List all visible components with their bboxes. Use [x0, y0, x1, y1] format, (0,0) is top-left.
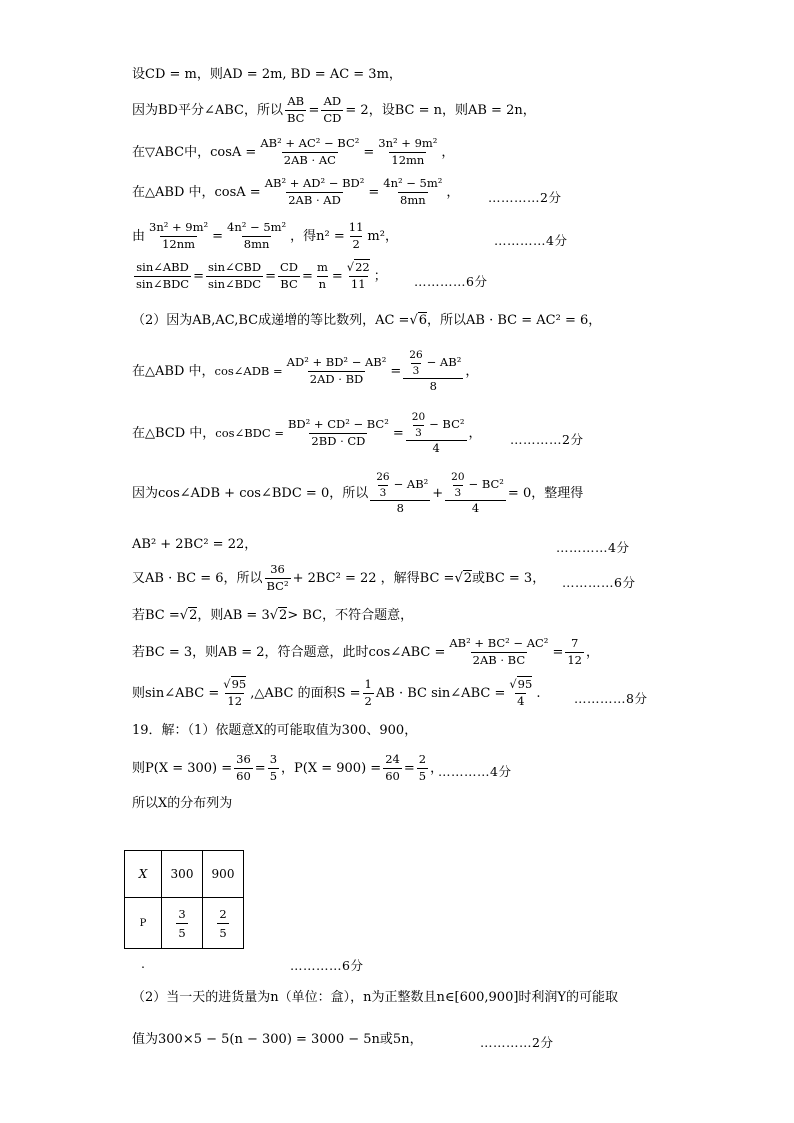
line-3: 在▽ABC中，cosA = $\frac{\text{AB² + AC² − BC²}}{2AB \cdot AC}$ = $\frac{\text{3n² + 9m²}}{12mn}$ ， [132, 136, 455, 167]
q19-score-4: …………4分 [438, 764, 512, 779]
q19-line-5: 值为300×5 − 5(n − 300) = 3000 − 5n或5n， [132, 1032, 423, 1047]
p2-score-6: …………6分 [562, 575, 636, 590]
table-row [125, 851, 244, 898]
stray-dot: . [141, 956, 146, 971]
q19-score-6: …………6分 [290, 958, 364, 973]
p2-line-5: AB² + 2BC² = 22， [132, 537, 258, 552]
line-6: sin∠ABD sin∠BDC = sin∠CBD sin∠BDC = $\frac{CD}{BC}$ = $\frac{m}{n}$ = $\frac{√22}{11}$ ； [136, 260, 387, 291]
p2-line-2: 在△ABD 中， cos∠ADB = $\frac{\text{AD² + BD² − AB²}}{2AD \cdot BD}$ = 26 3 − AB² 8 ， [132, 349, 479, 393]
table-cell-p300: $\frac{3}{5}$ [162, 898, 203, 949]
line-1: 设CD = m，则AD = 2m, BD = AC = 3m， [132, 67, 402, 82]
table-label-p: P [125, 898, 162, 949]
table-header-900: 900 [203, 851, 244, 898]
p2-line-4: 因为cos∠ADB + cos∠BDC = 0，所以 26 3 − AB² 8 + 20 3 − BC² 4 = 0，整理得 [132, 471, 584, 515]
score-4: …………4分 [494, 233, 568, 248]
score-6: …………6分 [414, 274, 488, 289]
p2-score-2: …………2分 [510, 432, 584, 447]
q19-line-2: 则P(X = 300) = $\frac{36}{60}$ = $\frac{3}{5}$ ，P(X = 900) = $\frac{24}{60}$ = $\frac{2}{5}$ ， [132, 752, 444, 783]
p2-line-3: 在△BCD 中， cos∠BDC = $\frac{\text{BD² + CD² − BC²}}{2BD \cdot CD}$ = 20 3 − BC² 4 ， [132, 411, 482, 455]
q19-line-4: （2）当一天的进货量为n（单位：盒），n为正整数且n∈[600,900]时利润Y的可能取 [132, 990, 618, 1005]
p2-line-8: 若BC = 3，则AB = 2，符合题意，此时cos∠ABC = $\frac{\text{AB² + BC² − AC²}}{2AB \cdot BC}$ = $\frac{7}{12}$ ， [132, 636, 599, 667]
p2-line-1: （2）因为AB,AC,BC成递增的等比数列，AC = √6 ，所以AB · BC = AC² = 6， [132, 313, 602, 328]
table-row [125, 898, 244, 949]
line-5: 由 $\frac{\text{3n² + 9m²}}{12nm}$ = $\frac{\text{4n² − 5m²}}{8mn}$ ，得n² = $\frac{11}{2}$ m²， [132, 220, 398, 251]
table-header-300: 300 [162, 851, 203, 898]
q19-line-1: 19．解：（1）依题意X的可能取值为300、900， [132, 723, 418, 738]
line-4: 在△ABD 中，cosA = $\frac{\text{AB² + AD² − BD²}}{2AB \cdot AD}$ = $\frac{\text{4n² − 5m²}}{8mn}$ ， [132, 176, 460, 207]
q19-line-3: 所以X的分布列为 [132, 796, 233, 811]
table-cell-p900: $\frac{2}{5}$ [203, 898, 244, 949]
p2-line-7: 若BC = √2 ，则AB = 3 √2 > BC，不符合题意， [132, 608, 414, 623]
p2-score-8: …………8分 [574, 691, 648, 706]
q19-score-2: …………2分 [480, 1035, 554, 1050]
score-2: …………2分 [488, 190, 562, 205]
line-2: 因为BD平分∠ABC，所以 $\frac{AB}{BC}$ = $\frac{AD}{CD}$ = 2，设BC = n，则AB = 2n， [132, 94, 536, 125]
p2-line-9: 则sin∠ABC = $\frac{√95}{12}$ ,△ABC 的面积S = $\frac{1}{2}$ AB · BC sin∠ABC = $\frac{√95}{4}$ . [132, 677, 541, 708]
p2-line-6: 又AB · BC = 6，所以 36 BC² + 2BC² = 22 ，解得BC = √2 或BC = 3， [132, 562, 546, 593]
table-header-x: X [125, 851, 162, 898]
p2-score-4: …………4分 [556, 540, 630, 555]
distribution-table [124, 850, 244, 949]
